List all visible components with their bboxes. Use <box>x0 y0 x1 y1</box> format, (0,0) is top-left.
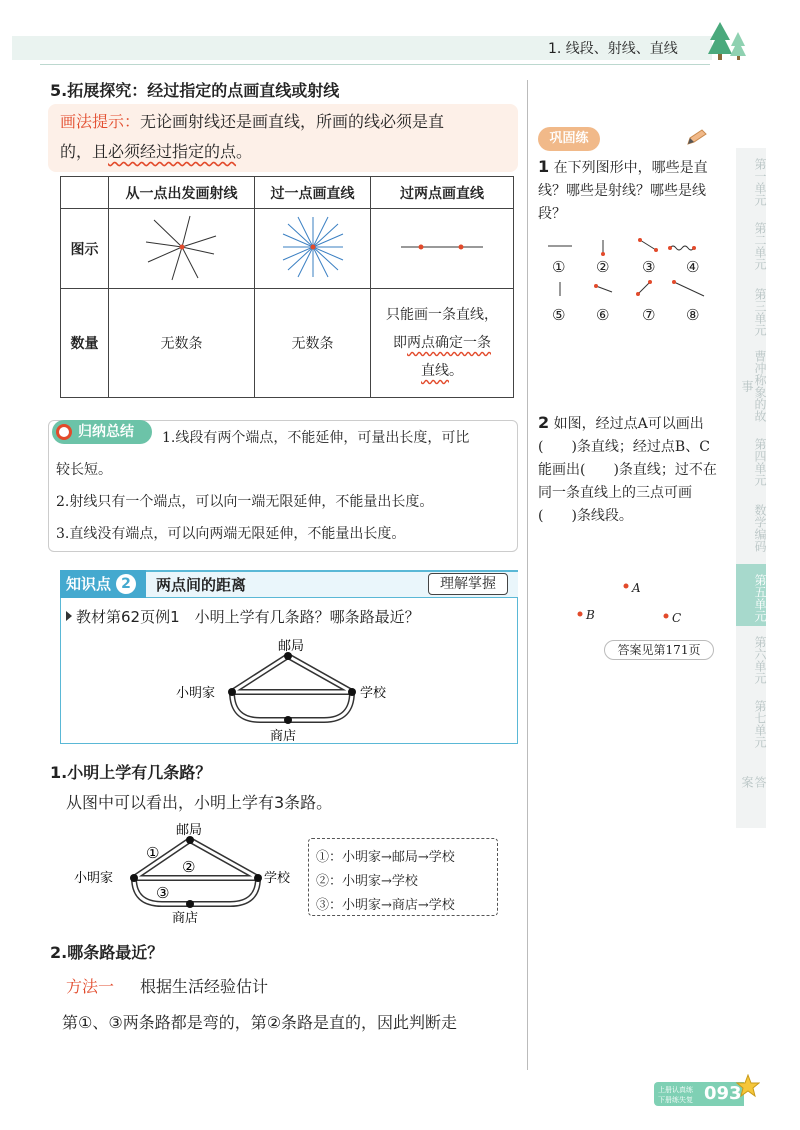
unit-tab-7[interactable]: 第五单元 <box>736 564 766 626</box>
answer-reference: 答案见第171页 <box>604 640 714 660</box>
qty-cell-2: 无数条 <box>255 289 371 398</box>
map-label-shop: 商店 <box>270 729 297 744</box>
map-label-home: 小明家 <box>176 686 216 701</box>
route-marker-3: ③ <box>156 884 170 902</box>
page-number: 093 <box>704 1083 742 1104</box>
method1-body: 第①、③两条路都是弯的，第②条路是直的，因此判断走 <box>62 1013 458 1032</box>
points-abc-figure <box>566 578 686 634</box>
unit-tab-1[interactable]: 第一单元 <box>753 158 767 206</box>
route-item-3: ③：小明家→商店→学校 <box>316 898 455 913</box>
point-label-b: B <box>586 608 595 622</box>
example-text: 教材第62页例1 小明上学有几条路？哪条路最近？ <box>76 608 420 626</box>
table-header-row <box>61 177 514 209</box>
row-label-image: 图示 <box>61 209 109 289</box>
footer-caption-2: 下册练失复 <box>658 1096 693 1104</box>
method1-label: 方法一 <box>66 977 115 996</box>
drawing-table <box>60 176 514 398</box>
practice-q1-text: 在下列图形中，哪些是直线？哪些是射线？哪些是线段？ <box>538 160 708 222</box>
summary-line-2: 2.射线只有一个端点，可以向一端无限延伸，不能量出长度。 <box>56 494 434 510</box>
hint-label: 画法提示： <box>60 112 141 131</box>
qty-cell-3 <box>371 289 514 398</box>
unit-tab-4[interactable]: 曹冲称象的故事 <box>740 350 767 422</box>
point-label-a: A <box>632 581 641 595</box>
table-header-cell: 过一点画直线 <box>255 177 371 209</box>
q1-answer: 从图中可以看出，小明上学有3条路。 <box>66 793 333 812</box>
summary-line-3: 3.直线没有端点，可以向两端无限延伸，不能量出长度。 <box>56 526 406 542</box>
summary-line-1b: 较长短。 <box>56 462 112 478</box>
map-label-shop: 商店 <box>172 911 199 926</box>
map-label-post: 邮局 <box>176 823 203 838</box>
hint-text-c: 必须经过指定的点 <box>108 142 237 161</box>
practice-q2 <box>538 411 718 528</box>
practice-q1-number: 1 <box>538 157 550 176</box>
summary-tag: 归纳总结 <box>52 420 152 444</box>
practice-q1 <box>538 155 718 226</box>
hint-text-d: 。 <box>236 142 253 161</box>
figure-label-7: ⑦ <box>642 306 656 324</box>
figure-label-6: ⑥ <box>596 306 610 324</box>
qty-cell-1: 无数条 <box>109 289 255 398</box>
chapter-title: 1. 线段、射线、直线 <box>548 41 678 57</box>
map-label-school: 学校 <box>360 686 387 701</box>
figure-label-1: ① <box>552 258 566 276</box>
table-header-cell <box>61 177 109 209</box>
figure-label-4: ④ <box>686 258 700 276</box>
summary-line-1a: 1.线段有两个端点，不能延伸，可量出长度，可比 <box>162 430 470 446</box>
map-label-post: 邮局 <box>278 639 305 654</box>
figure-label-2: ② <box>596 258 610 276</box>
figure-label-8: ⑧ <box>686 306 700 324</box>
figure-label-3: ③ <box>642 258 656 276</box>
unit-tab-9[interactable]: 第七单元 <box>753 700 767 748</box>
knowledge-number: 2 <box>116 574 136 594</box>
rays-from-point-diagram <box>142 212 222 282</box>
qty3-a: 只能画一条直线， <box>386 307 498 323</box>
table-image-row <box>61 209 514 289</box>
numbered-route-map <box>72 820 304 928</box>
knowledge-tag: 知识点 <box>60 570 146 598</box>
target-icon <box>56 424 72 440</box>
line-two-points-cell <box>371 209 514 289</box>
qty3-e: 。 <box>449 363 463 379</box>
map-label-school: 学校 <box>264 871 291 886</box>
unit-tab-5[interactable]: 第四单元 <box>753 438 767 486</box>
hint-text-b: 的，且 <box>60 142 109 161</box>
route-map-diagram <box>170 636 410 744</box>
footer-caption-1: 上册认真练 <box>658 1086 693 1094</box>
q1-title: 1.小明上学有几条路？ <box>50 763 212 782</box>
unit-tab-3[interactable]: 第三单元 <box>753 288 767 336</box>
unit-tab-2[interactable]: 第二单元 <box>753 222 767 270</box>
practice-q2-number: 2 <box>538 413 550 432</box>
lines-through-point-diagram <box>278 212 348 282</box>
q2-title: 2.哪条路最近？ <box>50 943 164 962</box>
knowledge-badge: 理解掌握 <box>428 573 508 595</box>
qty3-b: 即 <box>393 335 407 351</box>
pencil-icon <box>686 128 708 146</box>
hint-text-a: 无论画射线还是画直线，所画的线必须是直 <box>140 112 445 131</box>
unit-tab-8[interactable]: 第六单元 <box>753 636 767 684</box>
map-label-home: 小明家 <box>74 871 114 886</box>
route-marker-1: ① <box>146 844 160 862</box>
rays-diagram-cell <box>109 209 255 289</box>
table-qty-row <box>61 289 514 398</box>
header-rule <box>40 64 710 65</box>
unit-tab-10[interactable]: 答案 <box>740 776 767 794</box>
column-divider <box>527 80 528 1070</box>
table-header-cell: 从一点出发画射线 <box>109 177 255 209</box>
section5-title: 5.拓展探究：经过指定的点画直线或射线 <box>50 81 340 100</box>
triangle-bullet-icon <box>66 611 72 621</box>
qty3-d: 直线 <box>421 363 449 379</box>
line-through-two-points-diagram <box>397 237 487 257</box>
route-item-1: ①：小明家→邮局→学校 <box>316 850 455 865</box>
knowledge-title: 两点间的距离 <box>156 576 247 594</box>
route-marker-2: ② <box>182 858 196 876</box>
hint-line-1 <box>60 110 515 134</box>
point-label-c: C <box>672 611 682 625</box>
lines-through-point-cell <box>255 209 371 289</box>
tree-icon <box>706 20 750 62</box>
qty3-c: 两点确定一条 <box>407 335 491 351</box>
star-icon <box>736 1074 760 1098</box>
hint-line-2 <box>60 140 515 164</box>
unit-tab-6[interactable]: 数学编码 <box>753 504 767 552</box>
practice-q2-text: 如图，经过点A可以画出( )条直线；经过点B、C能画出( )条直线；过不在同一条直线上的三点可画( )条线段。 <box>538 416 717 524</box>
method1-text: 根据生活经验估计 <box>140 977 269 996</box>
row-label-qty: 数量 <box>61 289 109 398</box>
figure-label-5: ⑤ <box>552 306 566 324</box>
line-figures <box>538 236 718 332</box>
practice-tag: 巩固练 <box>538 127 600 151</box>
route-item-2: ②：小明家→学校 <box>316 874 418 889</box>
table-header-cell: 过两点画直线 <box>371 177 514 209</box>
